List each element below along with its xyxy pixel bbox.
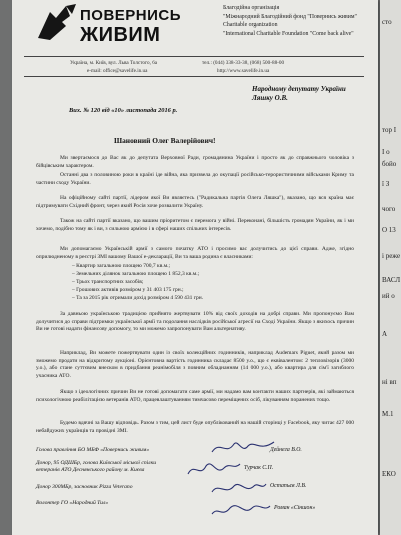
phone: тел.: (044) 338-33-38, (068) 500-88-00 (202, 60, 285, 66)
address: Україна, м. Київ, вул. Льва Толстого, 6а (70, 60, 158, 66)
paragraph: Наприклад, Ви можете пожертвувати один із своїх колекційних годинників, наприклад Audemars Piguet, який разом ми зможемо продати на відкритому аукціоні. Орієнтовна вартість годинника складає 8500 у.о., що є еквівалентом: 2 тепловізорів (3000 у.о.), або стане суттєвим внеском в придбання реанімобіля з повним обладнанням (14 000 у.о.), або квартира для сім'ї загиблого учасника АТО. (36, 350, 354, 379)
logo-line1: ПОВЕРНИСЬ (80, 7, 182, 24)
signatory-role: Волонтер ГО «Народний Тил» (36, 500, 109, 506)
paragraph: Ми звертаємося до Вас як до депутата Верховної Ради, громадянина України і просто як до справжнього чоловіка з бійцівським характером. (36, 155, 354, 169)
header-divider (24, 56, 364, 57)
paragraph: Останні два з половиною роки в країні іде війна, яка призвела до окупації російсько-терористичними військами Криму та частини сходу України. (36, 172, 354, 186)
signatory-role: Донор 300МБр, засновник Pizza Veterano (36, 484, 133, 490)
website: http://www.savelife.in.ua (217, 68, 270, 74)
signatory-role: Голова правління БО МБФ «Повернись живим» (36, 447, 150, 453)
signature-4 (208, 498, 272, 520)
logo-line2: ЖИВИМ (80, 24, 161, 46)
outgoing-reference: Вих. № 120 від «10» листопада 2016 р. (69, 107, 178, 114)
fragment: тор І (382, 126, 397, 134)
signature-3 (208, 478, 268, 498)
fragment: чого (382, 205, 396, 213)
fragment: О 13 (382, 226, 396, 234)
asset-item: – Та за 2015 рік отримали дохід розміром 4 590 431 грн. (72, 295, 204, 301)
fragment: І о (382, 148, 390, 156)
signatory-name: Роман «Сіншон» (274, 505, 316, 511)
org-line: Charitable organization (223, 22, 278, 28)
signatory-role: Донор, 95 ОДШБр, голова Київської міської спілки ветеранів АТО Деснянського району м. Києва (36, 460, 157, 474)
paragraph: За давньою українською традицією прийнято жертвувати 10% від своїх доходів на добрі справи. Ми пропонуємо Вам долучитися до справи підтримки української армії та подолання наслідків російської агресії на Сході України. Якщо з якихось причин Ви не готові надати фінансову допомогу, то ми можемо запропонувати Вам альтернативу. (36, 311, 354, 333)
fragment: ий о (382, 292, 395, 300)
fragment: М.1 (382, 410, 394, 418)
recipient-line1: Народному депутату України (252, 85, 346, 93)
asset-item: – Земельних ділянок загальною площею 1 852,3 кв.м.; (72, 271, 200, 277)
letter-page (12, 0, 378, 535)
org-line: "Міжнародний Благодійний фонд "Повернись живим" (223, 13, 357, 20)
fragment: А (382, 330, 388, 338)
paragraph: Якщо з ідеологічних причин Ви не готові допомагати саме армії, ми надамо вам контакти наших партнерів, які займаються психологічною реабілітацією ветеранів АТО, працевлаштуванням тимчасово переміщених осіб, лікуванням поранених тощо. (36, 389, 354, 403)
paragraph: Також на сайті партії вказано, що вашим пріоритетом є перемога у війні. Переконані, більшість громадян України, як і ми хочемо, подібно тому як і ви, з сильною армією і в сфері наших спільних інтересів. (36, 218, 354, 232)
fragment: і реже (382, 252, 401, 260)
org-line: Благодійна організація (223, 5, 280, 11)
fragment: ВАСЛ (382, 276, 401, 284)
signature-2 (184, 456, 244, 480)
fragment: сто (382, 18, 392, 26)
org-line: "International Charitable Foundation "Come back alive" (223, 30, 354, 37)
foundation-logo (36, 4, 181, 48)
header-divider-bottom (24, 76, 364, 77)
asset-item: – Грошових активів розміром у 31 403 175 грн.; (72, 287, 184, 293)
signatory-name: Дейнега В.О. (270, 447, 302, 453)
fragment: бойо (382, 160, 397, 168)
fragment: ї З (382, 180, 390, 188)
logo-arrow-icon (36, 4, 78, 44)
organization-names (223, 4, 373, 38)
asset-item: – Трьох транспортних засобів; (72, 279, 144, 285)
asset-item: – Квартир загальною площею 700,7 кв.м.; (72, 263, 171, 269)
fragment: ні вп (382, 378, 397, 386)
paragraph: Будемо вдячні за Вашу відповідь. Разом з тим, цей лист буде опублікований на нашій сторінці у Facebook, яку читає 427 000 небайдужих українців та провідні ЗМІ. (36, 420, 354, 434)
signatory-name: Турчак С.П. (244, 465, 274, 471)
paragraph: Ми допомагаємо Українській армії з самого початку АТО і просимо вас долучитись до цієї справи. Адже, згідно оприлюдненому в реєстрі ЗМІ вашому Вашої е-декларації, Ви та ваша родина є власниками: (36, 246, 354, 260)
recipient-line2: Ляшку О.В. (252, 94, 288, 102)
adjacent-page (380, 0, 401, 535)
fragment: ЕКО (382, 470, 396, 478)
paragraph: На офіційному сайті партії, лідером якої Ви являєтесь ("Радикальна партія Олега Ляшка"), вказано, що вся країна має підтримувати Східний фронт, через який Росія хоче розвалити Україну. (36, 195, 354, 209)
signatory-name: Остапьєв Л.В. (270, 483, 307, 489)
greeting: Шановний Олег Валерійович! (114, 136, 216, 145)
email: e-mail: office@savelife.in.ua (87, 68, 148, 74)
signature-1 (208, 436, 278, 458)
